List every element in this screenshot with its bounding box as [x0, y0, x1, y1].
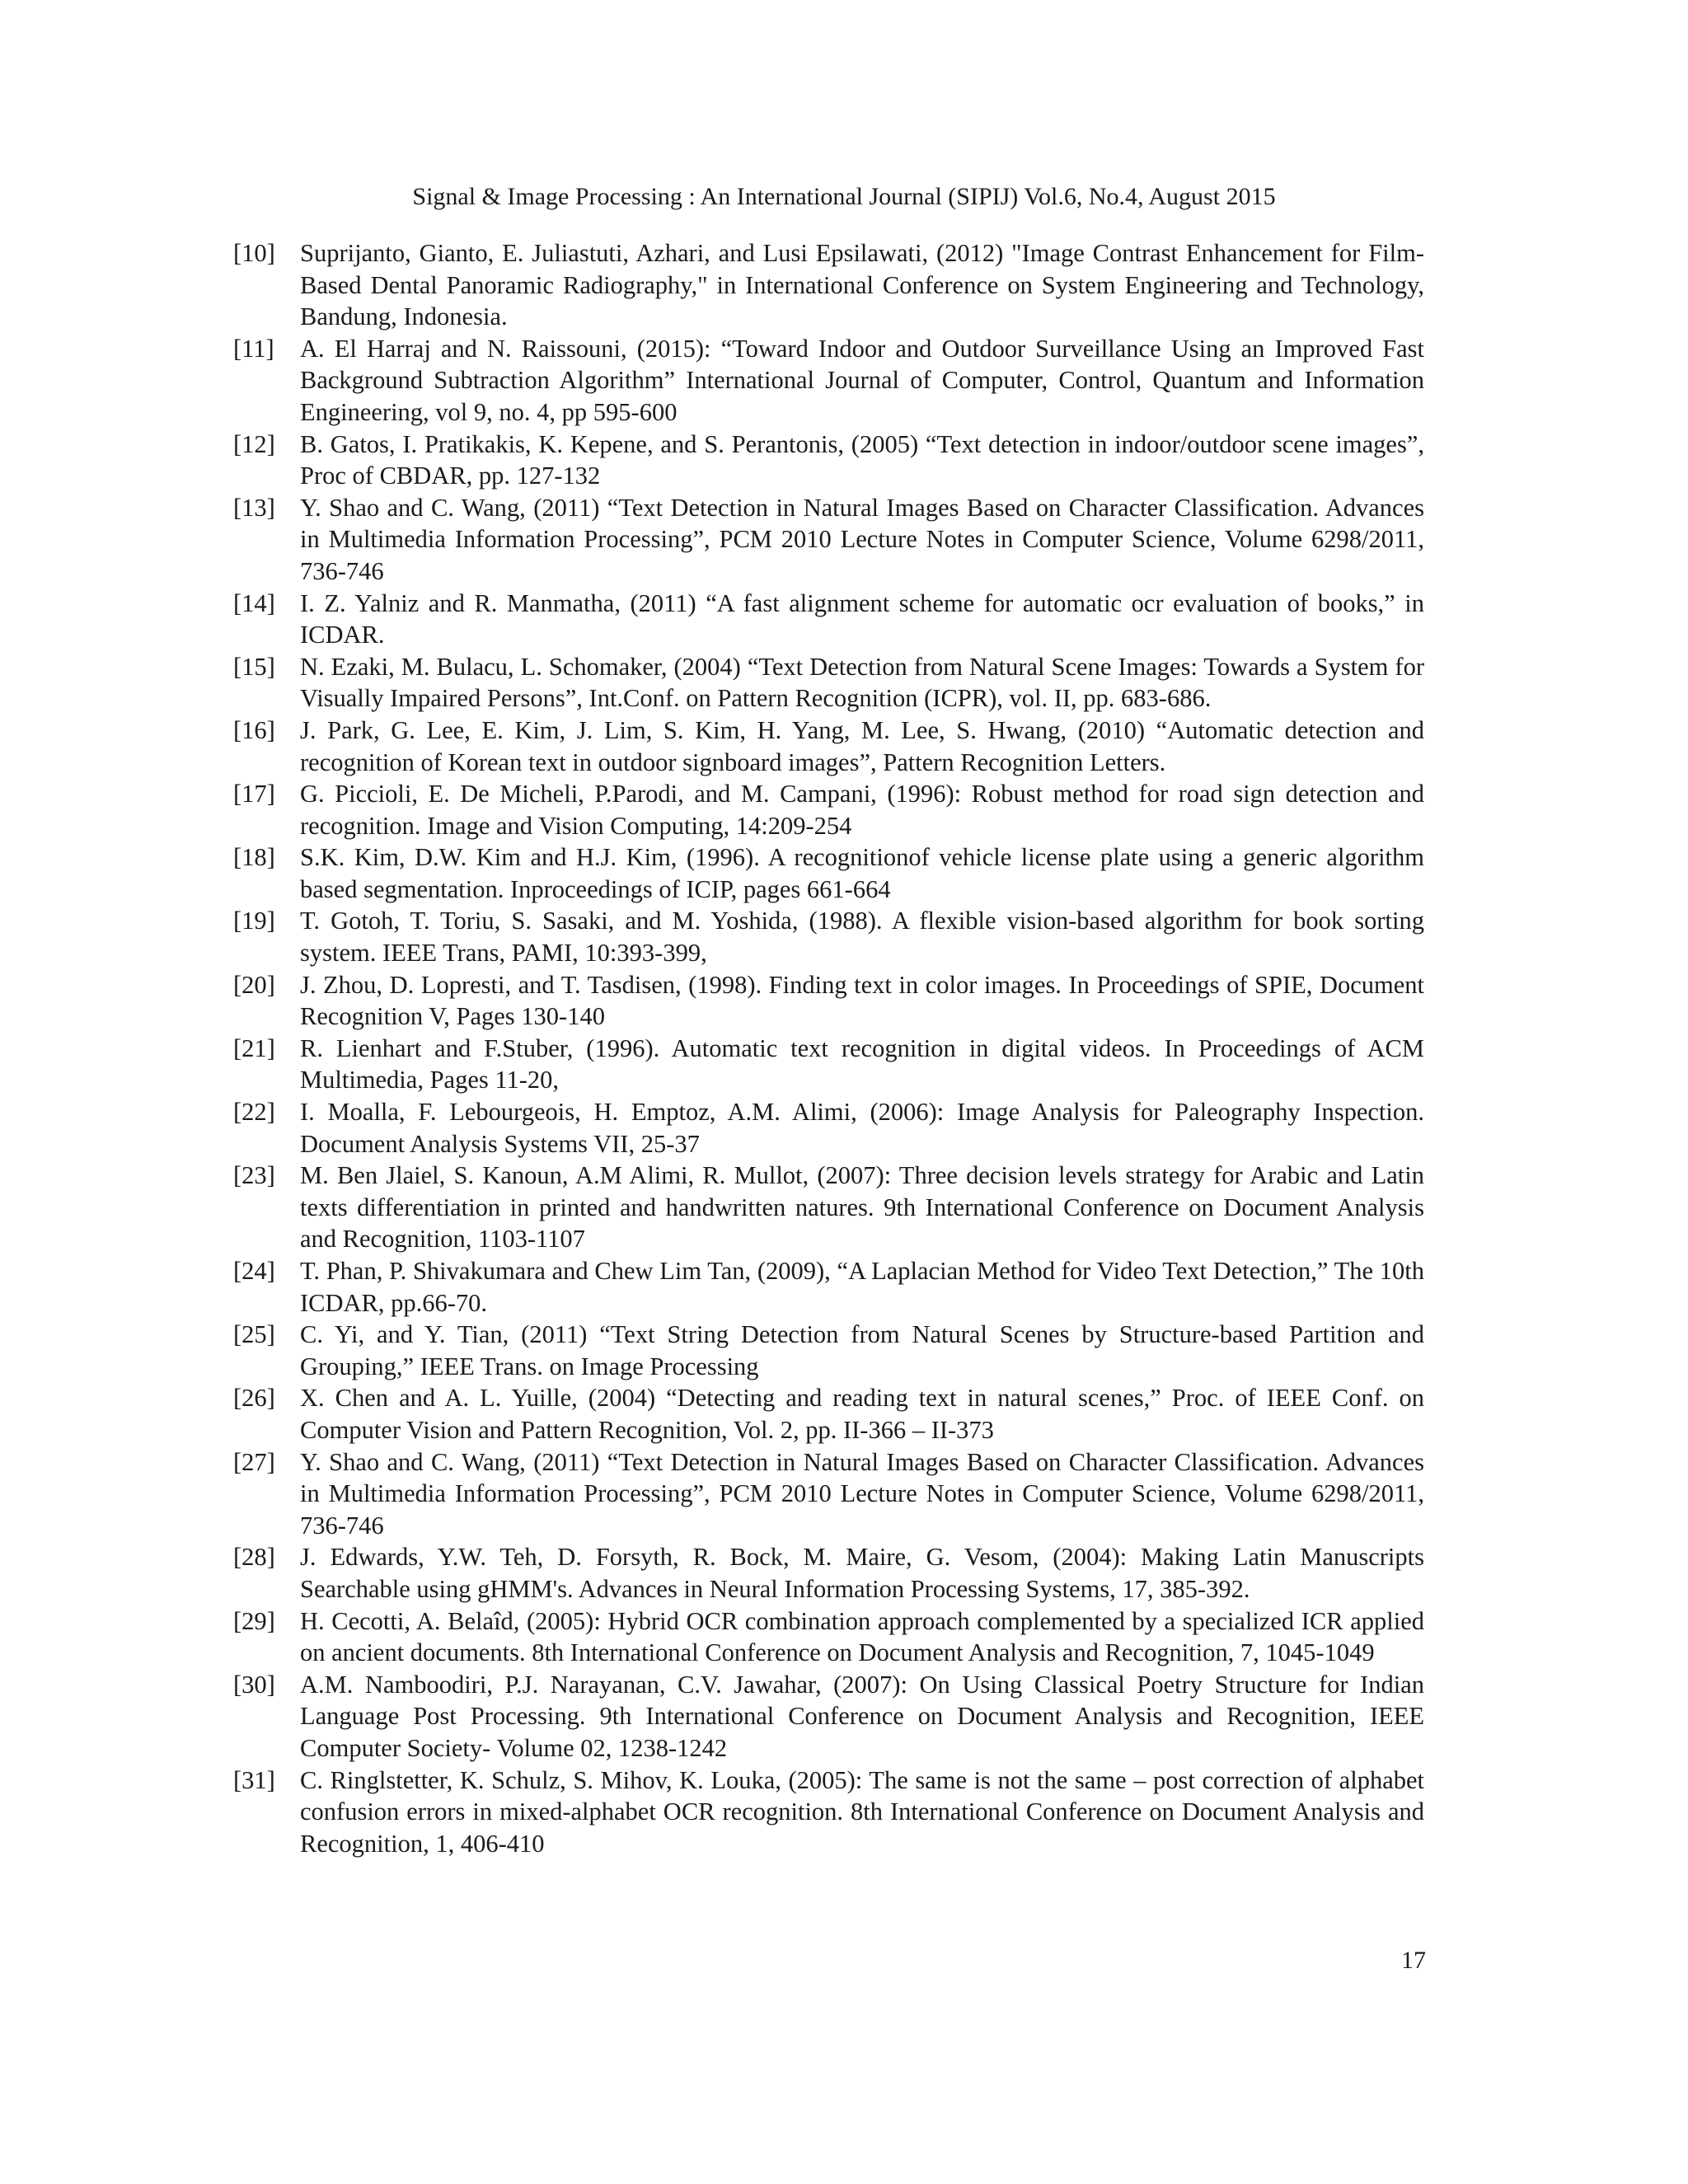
reference-text: X. Chen and A. L. Yuille, (2004) “Detecting and reading text in natural scenes,” Proc. of IEEE Conf. on Computer Vision and Pattern Recognition, Vol. 2, pp. II-366 – II-373: [300, 1384, 1424, 1444]
reference-text: Y. Shao and C. Wang, (2011) “Text Detection in Natural Images Based on Character Classification. Advances in Multimedia Information Processing”, PCM 2010 Lecture Notes in Computer Science, Volume 6298/2011, 736-746: [300, 493, 1424, 585]
reference-text: G. Piccioli, E. De Micheli, P.Parodi, and M. Campani, (1996): Robust method for road sign detection and recognition. Image and Vision Computing, 14:209-254: [300, 780, 1424, 840]
reference-number: [11]: [233, 334, 274, 363]
reference-number: [21]: [233, 1033, 275, 1062]
reference-number: [12]: [233, 429, 275, 458]
reference-item: [233, 1605, 1424, 1669]
reference-number: [25]: [233, 1320, 275, 1349]
reference-number: [22]: [233, 1098, 275, 1127]
reference-item: [233, 237, 1424, 333]
reference-text: N. Ezaki, M. Bulacu, L. Schomaker, (2004) “Text Detection from Natural Scene Images: Towards a System for Visually Impaired Persons”, Int.Conf. on Pattern Recognition (ICPR), vol. II, pp. 683-686.: [300, 652, 1424, 713]
reference-item: [233, 1255, 1424, 1319]
reference-text: H. Cecotti, A. Belaîd, (2005): Hybrid OCR combination approach complemented by a specialized ICR applied on ancient documents. 8th International Conference on Document Analysis and Recognition, 7, 1045-1049: [300, 1606, 1424, 1667]
reference-text: A.M. Namboodiri, P.J. Narayanan, C.V. Jawahar, (2007): On Using Classical Poetry Structure for Indian Language Post Processing. 9th International Conference on Document Analysis and Recognition, IEEE Computer Society- Volume 02, 1238-1242: [300, 1670, 1424, 1762]
reference-number: [16]: [233, 715, 275, 744]
reference-item: [233, 333, 1424, 429]
reference-item: [233, 1033, 1424, 1096]
page-number: 17: [1401, 1947, 1426, 1974]
reference-item: [233, 1382, 1424, 1446]
reference-number: [15]: [233, 652, 275, 681]
reference-item: [233, 1669, 1424, 1765]
reference-text: T. Phan, P. Shivakumara and Chew Lim Tan, (2009), “A Laplacian Method for Video Text Detection,” The 10th ICDAR, pp.66-70.: [300, 1257, 1424, 1317]
reference-text: M. Ben Jlaiel, S. Kanoun, A.M Alimi, R. Mullot, (2007): Three decision levels strategy for Arabic and Latin texts differentiation in printed and handwritten natures. 9th International Conference on Document Analysis and Recognition, 1103-1107: [300, 1161, 1424, 1254]
reference-number: [24]: [233, 1257, 275, 1285]
reference-item: [233, 1446, 1424, 1542]
reference-number: [19]: [233, 907, 275, 935]
running-header: Signal & Image Processing : An International Journal (SIPIJ) Vol.6, No.4, August 2015: [412, 183, 1276, 210]
reference-number: [31]: [233, 1765, 275, 1794]
reference-list: [233, 237, 1424, 1859]
reference-text: J. Zhou, D. Lopresti, and T. Tasdisen, (1998). Finding text in color images. In Proceedings of SPIE, Document Recognition V, Pages 130-140: [300, 970, 1424, 1031]
reference-number: [14]: [233, 588, 275, 617]
reference-text: J. Edwards, Y.W. Teh, D. Forsyth, R. Bock, M. Maire, G. Vesom, (2004): Making Latin Manuscripts Searchable using gHMM's. Advances in Neural Information Processing Systems, 17, 385-392.: [300, 1543, 1424, 1603]
reference-number: [10]: [233, 239, 275, 267]
reference-text: I. Z. Yalniz and R. Manmatha, (2011) “A fast alignment scheme for automatic ocr evaluation of books,” in ICDAR.: [300, 588, 1424, 649]
reference-number: [13]: [233, 493, 275, 522]
reference-item: [233, 1765, 1424, 1860]
reference-text: B. Gatos, I. Pratikakis, K. Kepene, and S. Perantonis, (2005) “Text detection in indoor/outdoor scene images”, Proc of CBDAR, pp. 127-132: [300, 429, 1424, 490]
reference-number: [17]: [233, 780, 275, 808]
reference-item: [233, 429, 1424, 492]
reference-number: [26]: [233, 1384, 275, 1413]
reference-item: [233, 588, 1424, 651]
reference-item: [233, 1541, 1424, 1605]
reference-text: Y. Shao and C. Wang, (2011) “Text Detection in Natural Images Based on Character Classification. Advances in Multimedia Information Processing”, PCM 2010 Lecture Notes in Computer Science, Volume 6298/2011, 736-746: [300, 1447, 1424, 1540]
reference-number: [20]: [233, 970, 275, 999]
reference-item: [233, 778, 1424, 841]
reference-text: R. Lienhart and F.Stuber, (1996). Automatic text recognition in digital videos. In Proceedings of ACM Multimedia, Pages 11-20,: [300, 1033, 1424, 1094]
reference-item: [233, 1160, 1424, 1255]
reference-text: A. El Harraj and N. Raissouni, (2015): “Toward Indoor and Outdoor Surveillance Using an Improved Fast Background Subtraction Algorithm” International Journal of Computer, Control, Quantum and Information Engineering, vol 9, no. 4, pp 595-600: [300, 334, 1424, 426]
reference-item: [233, 969, 1424, 1033]
reference-item: [233, 492, 1424, 588]
reference-number: [18]: [233, 843, 275, 872]
reference-number: [30]: [233, 1670, 275, 1699]
reference-text: T. Gotoh, T. Toriu, S. Sasaki, and M. Yoshida, (1988). A flexible vision-based algorithm for book sorting system. IEEE Trans, PAMI, 10:393-399,: [300, 907, 1424, 968]
reference-number: [28]: [233, 1543, 275, 1572]
reference-text: I. Moalla, F. Lebourgeois, H. Emptoz, A.M. Alimi, (2006): Image Analysis for Paleography Inspection. Document Analysis Systems VII, 25-37: [300, 1098, 1424, 1158]
reference-item: [233, 1319, 1424, 1382]
reference-number: [29]: [233, 1606, 275, 1635]
reference-item: [233, 715, 1424, 778]
reference-number: [23]: [233, 1161, 275, 1190]
reference-text: C. Yi, and Y. Tian, (2011) “Text String Detection from Natural Scenes by Structure-based Partition and Grouping,” IEEE Trans. on Image Processing: [300, 1320, 1424, 1380]
reference-text: C. Ringlstetter, K. Schulz, S. Mihov, K. Louka, (2005): The same is not the same – post correction of alphabet confusion errors in mixed-alphabet OCR recognition. 8th International Conference on Document Analysis and Recognition, 1, 406-410: [300, 1765, 1424, 1858]
reference-number: [27]: [233, 1447, 275, 1476]
reference-item: [233, 651, 1424, 715]
reference-text: J. Park, G. Lee, E. Kim, J. Lim, S. Kim, H. Yang, M. Lee, S. Hwang, (2010) “Automatic detection and recognition of Korean text in outdoor signboard images”, Pattern Recognition Letters.: [300, 715, 1424, 776]
reference-item: [233, 905, 1424, 968]
reference-text: S.K. Kim, D.W. Kim and H.J. Kim, (1996). A recognitionof vehicle license plate using a generic algorithm based segmentation. Inproceedings of ICIP, pages 661-664: [300, 843, 1424, 903]
reference-text: Suprijanto, Gianto, E. Juliastuti, Azhari, and Lusi Epsilawati, (2012) "Image Contrast Enhancement for Film-Based Dental Panoramic Radiography," in International Conference on System Engineering and Technology, Bandung, Indonesia.: [300, 239, 1424, 331]
reference-item: [233, 841, 1424, 905]
reference-item: [233, 1096, 1424, 1160]
